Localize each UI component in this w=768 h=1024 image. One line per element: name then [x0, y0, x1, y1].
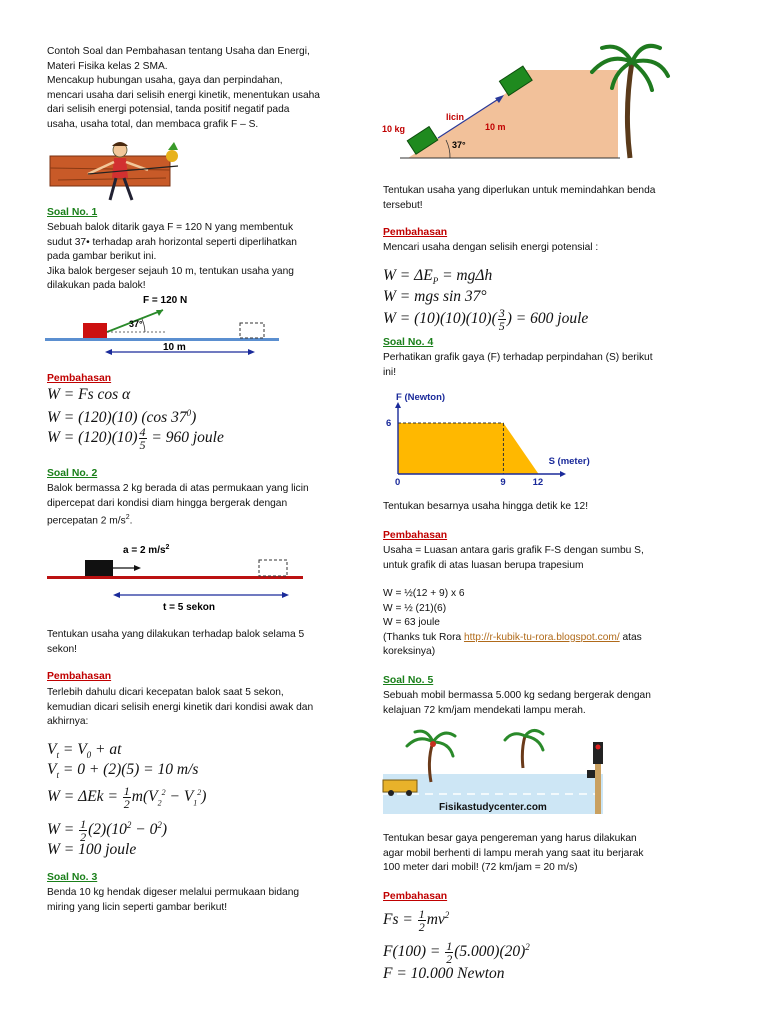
eq-part: ) = 600 joule — [506, 310, 589, 328]
eq-part: = 0 + (2)(5) = 10 m/s — [58, 761, 199, 778]
text-line: Benda 10 kg hendak digeser melalui permukaan bidang — [47, 887, 300, 898]
fraction — [418, 908, 426, 933]
eq-sup: 2 — [444, 910, 450, 920]
time-label: t = 5 sekon — [163, 602, 215, 613]
eq-part: mv — [426, 911, 445, 929]
watermark: Fisikastudycenter.com — [439, 802, 547, 813]
soal-5-text — [383, 689, 703, 718]
text-line: pada gambar berikut ini. — [47, 251, 157, 263]
eq-sup: 2 — [157, 820, 162, 830]
fraction — [139, 426, 147, 451]
eq-part: = mgΔh — [438, 267, 493, 284]
car-wheel — [388, 790, 394, 796]
soal-1-title: Soal No. 1 — [47, 207, 98, 218]
intro-line: usaha, usaha total, dan membaca grafik F – S. — [47, 118, 259, 130]
label-sup: 2 — [165, 544, 170, 551]
eq-sub: t — [56, 750, 59, 761]
fraction — [498, 307, 506, 332]
text-line: Sebuah balok ditarik gaya F = 120 N yang membentuk — [47, 222, 294, 233]
text-line: Usaha = Luasan antara garis grafik F-S dengan sumbu S, — [383, 545, 644, 556]
eq-sub: 2 — [157, 798, 162, 808]
denominator: 2 — [418, 920, 425, 935]
soal-3-figure — [380, 40, 670, 165]
text-line: koreksinya) — [383, 646, 436, 658]
denominator: 2 — [123, 797, 130, 812]
angle-label: 37° — [129, 319, 143, 329]
eq-part: V — [47, 761, 57, 778]
force-displacement-chart — [380, 392, 590, 488]
soal-5-eq2 — [383, 937, 530, 965]
text-line: Jika balok bergeser sejauh 10 m, tentukan usaha yang — [47, 265, 294, 277]
text-part: percepatan 2 m/s — [47, 515, 126, 527]
numerator: 1 — [80, 817, 87, 832]
soal-1-text — [47, 221, 347, 294]
soal-3-eq2: W = mgs sin 37° — [383, 288, 487, 305]
soal-2-figure — [45, 540, 307, 616]
soal-3-title: Soal No. 3 — [47, 872, 98, 883]
block — [85, 560, 113, 576]
soal-2-title: Soal No. 2 — [47, 468, 98, 479]
eq-part: V — [47, 741, 57, 758]
numerator: 4 — [139, 425, 146, 439]
eq-sub: 0 — [86, 750, 92, 761]
soal-1-eq1: W = Fs cos α — [47, 386, 131, 403]
chart-x-tick-label: 12 — [532, 477, 544, 488]
soal-4-calculation — [383, 587, 713, 660]
coconut — [430, 741, 436, 747]
eq-part: W = (10)(10)(10)( — [383, 310, 497, 328]
soal-2-explain — [47, 686, 347, 730]
text-line: sudut 37• terhadap arah horizontal seperti diperlihatkan — [47, 236, 297, 248]
soal-4-text — [383, 351, 703, 380]
label-part: a = 2 m/s — [123, 545, 166, 556]
eq-part: (5.000)(20) — [454, 943, 526, 961]
soal-2-text — [47, 482, 347, 529]
text-line: dilakukan pada balok! — [47, 280, 146, 292]
soal-4-question: Tentukan besarnya usaha hingga detik ke 12! — [383, 501, 589, 512]
soal-2-question — [47, 628, 347, 657]
text-part: (Thanks tuk Rora — [383, 631, 464, 643]
text-line: Terlebih dahulu dicari kecepatan balok saat 5 sekon, — [47, 687, 284, 698]
intro-line: dari selisih energi potensial, tanda positif negatif pada — [47, 104, 290, 116]
calc-line: W = ½ (21)(6) — [383, 602, 447, 614]
distance-label: 10 m — [163, 342, 186, 353]
chart-y-label: F (Newton) — [396, 392, 446, 403]
intro-line: mencari usaha dari selisih energi kinetik, menentukan usaha — [47, 89, 320, 101]
denominator: 2 — [446, 952, 453, 967]
palm-trunk — [522, 736, 525, 768]
soal-2-eq4 — [47, 815, 167, 843]
distance-arrowhead-left — [105, 349, 112, 355]
fraction — [123, 785, 131, 810]
chart-area-trapezoid — [398, 423, 539, 474]
car-wheel — [406, 790, 412, 796]
eq-part: W = — [47, 821, 79, 839]
chart-x-tick-label: 0 — [395, 477, 401, 488]
text-line: kelajuan 72 km/jam mendekati lampu merah. — [383, 704, 586, 716]
text-line: akhirnya: — [47, 716, 89, 728]
eq-part: ) — [161, 821, 168, 839]
soal-4-explain — [383, 544, 703, 573]
soal-3-eq3 — [383, 307, 588, 332]
text-line: sekon! — [47, 643, 78, 655]
soal-2-eq5: W = 100 joule — [47, 841, 137, 858]
soal-1-eq3 — [47, 426, 224, 451]
soal-4-title: Soal No. 4 — [383, 337, 434, 348]
soal-3-explain: Mencari usaha dengan selisih energi potensial : — [383, 242, 599, 253]
eq-sup: 0 — [186, 408, 192, 418]
chart-x-label: S (meter) — [548, 456, 590, 467]
eq-part: W = ΔE — [383, 267, 433, 284]
eq-part: − 0 — [131, 821, 158, 839]
palm-trunk — [627, 62, 632, 158]
eq-part: Fs = — [383, 911, 417, 929]
mass-label: 10 kg — [382, 124, 406, 134]
car — [383, 780, 417, 792]
time-arrowhead-right — [282, 592, 289, 598]
text-line: Sebuah mobil bermassa 5.000 kg sedang bergerak dengan — [383, 690, 651, 701]
text-line: Tentukan usaha yang diperlukan untuk memindahkan benda — [383, 185, 656, 196]
soal-3-pembahasan: Pembahasan — [383, 227, 448, 238]
text-sup: 2 — [125, 514, 130, 522]
eq-part: + at — [91, 741, 122, 758]
soal-3-text — [47, 886, 347, 915]
soal-5-question — [383, 832, 703, 876]
angle-label: 37° — [452, 140, 466, 150]
block-final-position — [240, 323, 264, 338]
eq-sub: t — [56, 770, 59, 781]
block-final-position — [259, 560, 287, 576]
text-line: untuk grafik di atas luasan berupa trapesium — [383, 559, 584, 571]
intro-line: Mencakup hubungan usaha, gaya dan perpindahan, — [47, 75, 283, 87]
soal-2-eq2 — [47, 760, 198, 785]
chart-x-arrowhead — [560, 471, 566, 477]
eq-sup: 2 — [197, 788, 202, 797]
numerator: 1 — [418, 907, 425, 922]
text-line: Perhatikan grafik gaya (F) terhadap perpindahan (S) berikut — [383, 352, 653, 363]
eq-sup: 2 — [126, 820, 132, 830]
eq-part: ) — [191, 409, 197, 427]
soal-5-eq1 — [383, 905, 449, 933]
block — [83, 323, 107, 338]
intro-line: Contoh Soal dan Pembahasan tentang Usaha dan Energi, — [47, 46, 310, 57]
text-line: 100 meter dari mobil! (72 km/jam = 20 m/s) — [383, 862, 578, 874]
text-line: dipercepat dari kondisi diam hingga bergerak dengan — [47, 497, 288, 509]
denominator: 5 — [498, 319, 505, 333]
soal-1-eq2 — [47, 403, 196, 428]
distance-arrowhead-right — [248, 349, 255, 355]
calc-line: W = ½(12 + 9) x 6 — [383, 588, 465, 599]
thanks-line — [383, 631, 713, 646]
eq-part: (2)(10 — [88, 821, 127, 839]
chart-x-tick-label: 9 — [500, 477, 506, 488]
eq-part: ) — [201, 788, 207, 806]
text-line: Tentukan besar gaya pengereman yang harus dilakukan — [383, 833, 637, 844]
eq-sup: 2 — [525, 942, 530, 952]
intro-line: Materi Fisika kelas 2 SMA. — [47, 60, 168, 72]
traffic-light-small — [587, 770, 595, 778]
text-part: atas — [619, 631, 642, 643]
eq-sub: 1 — [193, 798, 198, 808]
time-arrowhead-left — [113, 592, 120, 598]
soal-2-pembahasan: Pembahasan — [47, 671, 112, 682]
numerator: 3 — [498, 306, 505, 320]
text-line: ini! — [383, 366, 397, 378]
force-label: F = 120 N — [143, 295, 188, 306]
soal-5-figure — [383, 730, 615, 822]
soal-2-eq3 — [47, 783, 206, 813]
surface-label: licin — [446, 112, 465, 122]
soal-5-eq3: F = 10.000 Newton — [383, 965, 505, 982]
eq-sup: 2 — [161, 788, 166, 797]
text-line: Tentukan usaha yang dilakukan terhadap balok selama 5 — [47, 629, 305, 640]
calc-line: W = 63 joule — [383, 617, 440, 629]
text-line: Balok bermassa 2 kg berada di atas permukaan yang licin — [47, 483, 309, 494]
floor-line — [45, 338, 279, 341]
text-line: kemudian dicari selisih energi kinetik dari kondisi awak dan — [47, 701, 314, 713]
denominator: 5 — [139, 438, 146, 452]
text-line: tersebut! — [383, 199, 423, 211]
eq-part: W = (120)(10) — [47, 429, 138, 447]
soal-3-question — [383, 184, 703, 213]
distance-label: 10 m — [485, 122, 506, 132]
text-line — [47, 511, 347, 529]
acceleration-label — [123, 544, 170, 556]
numerator: 1 — [123, 784, 130, 799]
eq-part: = 960 joule — [151, 429, 224, 447]
red-light — [596, 745, 601, 750]
chart-y-tick-label: 6 — [386, 418, 392, 429]
fraction — [445, 940, 453, 965]
soal-5-title: Soal No. 5 — [383, 675, 434, 686]
numerator: 1 — [446, 939, 453, 954]
soal-1-figure — [45, 292, 285, 358]
eq-part: − V — [165, 788, 194, 806]
eq-part: W = ΔEk = — [47, 788, 122, 806]
eq-part: W = (120)(10) (cos 37 — [47, 409, 187, 427]
eq-part: m(V — [131, 788, 158, 806]
text-part: . — [129, 515, 133, 527]
soal-5-pembahasan: Pembahasan — [383, 891, 448, 902]
eq-sub: P — [432, 276, 439, 287]
text-line: miring yang licin seperti gambar berikut! — [47, 901, 228, 913]
person-pulling-illustration — [48, 140, 188, 206]
intro-paragraph — [47, 45, 347, 133]
soal-1-pembahasan: Pembahasan — [47, 373, 112, 384]
eq-part: = V — [58, 741, 87, 758]
acceleration-arrowhead — [134, 565, 141, 571]
eq-part: F(100) = — [383, 943, 445, 961]
soal-4-pembahasan: Pembahasan — [383, 530, 448, 541]
denominator: 2 — [80, 830, 87, 845]
text-line: agar mobil berhenti di lampu merah yang saat itu berjarak — [383, 847, 644, 859]
blog-link[interactable]: http://r-kubik-tu-rora.blogspot.com/ — [463, 631, 620, 643]
